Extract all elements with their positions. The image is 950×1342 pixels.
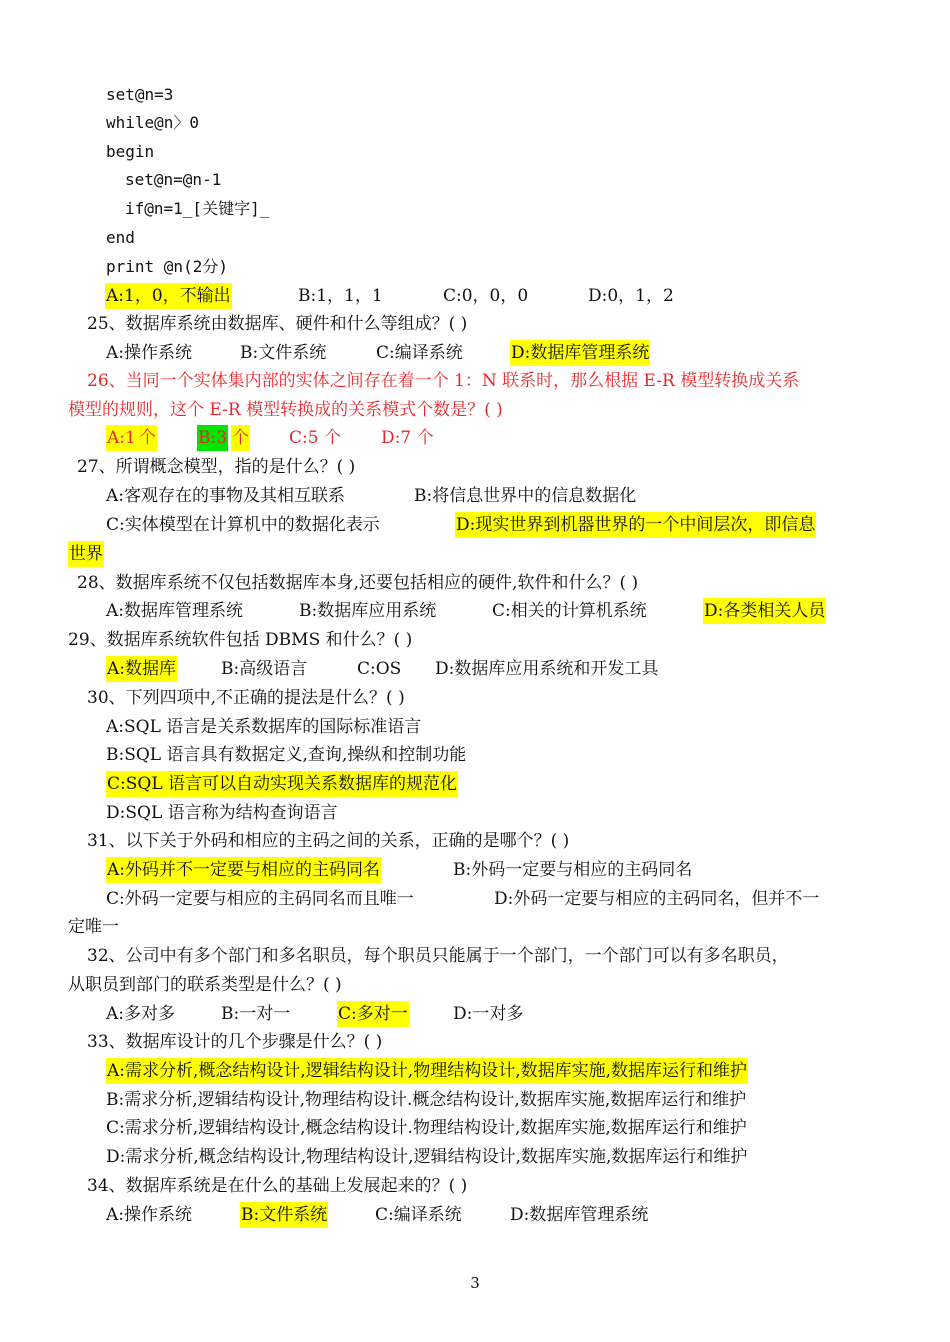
q24-option-a: A:1，0，不输出 bbox=[105, 283, 232, 309]
q33-option-a: A:需求分析,概念结构设计,逻辑结构设计,物理结构设计,数据库实施,数据库运行和维护 bbox=[106, 1058, 748, 1084]
q30-option-c: C:SQL 语言可以自动实现关系数据库的规范化 bbox=[106, 771, 458, 797]
q26-option-b-unit: 个 bbox=[231, 425, 250, 451]
q27-option-d: D:现实世界到机器世界的一个中间层次，即信息 bbox=[455, 512, 816, 538]
q26-option-c: C:5 个 bbox=[289, 428, 341, 448]
q31-option-a: A:外码并不一定要与相应的主码同名 bbox=[106, 857, 381, 883]
q28-option-b: B:数据库应用系统 bbox=[299, 601, 437, 621]
q30-option-b: B:SQL 语言具有数据定义,查询,操纵和控制功能 bbox=[106, 745, 467, 765]
q29-option-a: A:数据库 bbox=[106, 656, 177, 682]
code-line: end bbox=[106, 228, 135, 247]
q34-option-b: B:文件系统 bbox=[240, 1202, 328, 1228]
q29-question: 29、数据库系统软件包括 DBMS 和什么？( ) bbox=[68, 630, 413, 650]
q28-option-d: D:各类相关人员 bbox=[703, 598, 826, 624]
q26-option-d: D:7 个 bbox=[381, 428, 434, 448]
q26-option-a: A:1 bbox=[106, 425, 137, 451]
q28-option-c: C:相关的计算机系统 bbox=[492, 601, 647, 621]
code-line: while@n〉0 bbox=[106, 113, 200, 132]
q31-option-c: C:外码一定要与相应的主码同名而且唯一 bbox=[106, 889, 414, 909]
q24-option-b: B:1，1，1 bbox=[298, 286, 383, 306]
q25-option-c: C:编译系统 bbox=[376, 343, 463, 363]
code-line: if@n=1_[关键字]_ bbox=[125, 199, 270, 218]
q32-option-a: A:多对多 bbox=[106, 1004, 176, 1024]
q31-option-d: D:外码一定要与相应的主码同名，但并不一 bbox=[494, 889, 820, 909]
q29-option-d: D:数据库应用系统和开发工具 bbox=[435, 659, 659, 679]
q29-option-b: B:高级语言 bbox=[221, 659, 308, 679]
page-number: 3 bbox=[470, 1274, 480, 1292]
q28-question: 28、数据库系统不仅包括数据库本身,还要包括相应的硬件,软件和什么？( ) bbox=[77, 573, 639, 593]
code-line: set@n=@n-1 bbox=[125, 170, 222, 189]
q27-option-b: B:将信息世界中的信息数据化 bbox=[414, 486, 637, 506]
q25-option-b: B:文件系统 bbox=[240, 343, 327, 363]
q34-option-c: C:编译系统 bbox=[375, 1205, 462, 1225]
q30-question: 30、下列四项中,不正确的提法是什么？( ) bbox=[87, 688, 405, 708]
q25-option-a: A:操作系统 bbox=[106, 343, 193, 363]
q32-option-b: B:一对一 bbox=[221, 1004, 291, 1024]
q24-option-c: C:0，0，0 bbox=[443, 286, 529, 306]
q30-option-d: D:SQL 语言称为结构查询语言 bbox=[106, 803, 338, 823]
q31-question: 31、以下关于外码和相应的主码之间的关系，正确的是哪个？( ) bbox=[87, 831, 570, 851]
q34-option-a: A:操作系统 bbox=[106, 1205, 193, 1225]
q33-option-b: B:需求分析,逻辑结构设计,物理结构设计.概念结构设计,数据库实施,数据库运行和维护 bbox=[106, 1090, 747, 1110]
q30-option-a: A:SQL 语言是关系数据库的国际标准语言 bbox=[106, 717, 422, 737]
q28-option-a: A:数据库管理系统 bbox=[106, 601, 244, 621]
q27-option-a: A:客观存在的事物及其相互联系 bbox=[106, 486, 346, 506]
q25-option-d: D:数据库管理系统 bbox=[510, 340, 650, 366]
q33-option-c: C:需求分析,逻辑结构设计,概念结构设计.物理结构设计,数据库实施,数据库运行和维护 bbox=[106, 1118, 747, 1138]
q26-option-b: B:3 bbox=[197, 425, 228, 451]
q27-option-c: C:实体模型在计算机中的数据化表示 bbox=[106, 515, 380, 535]
q32-question-line2: 从职员到部门的联系类型是什么？( ) bbox=[68, 975, 342, 995]
q32-question-line1: 32、公司中有多个部门和多名职员，每个职员只能属于一个部门，一个部门可以有多名职员， bbox=[87, 946, 789, 966]
q26-option-a-unit: 个 bbox=[138, 425, 157, 451]
q24-option-d: D:0，1，2 bbox=[588, 286, 674, 306]
q27-option-d-wrap: 世界 bbox=[68, 541, 104, 567]
q34-option-d: D:数据库管理系统 bbox=[510, 1205, 649, 1225]
q34-question: 34、数据库系统是在什么的基础上发展起来的？( ) bbox=[87, 1176, 468, 1196]
q33-option-d: D:需求分析,概念结构设计,物理结构设计,逻辑结构设计,数据库实施,数据库运行和维护 bbox=[106, 1147, 748, 1167]
q26-question-line1: 26、当同一个实体集内部的实体之间存在着一个 1：N 联系时，那么根据 E-R 模型转换成关系 bbox=[87, 371, 800, 391]
q31-option-b: B:外码一定要与相应的主码同名 bbox=[453, 860, 693, 880]
q33-question: 33、数据库设计的几个步骤是什么？( ) bbox=[87, 1032, 383, 1052]
q29-option-c: C:OS bbox=[357, 659, 402, 679]
q27-question: 27、所谓概念模型，指的是什么？( ) bbox=[77, 457, 356, 477]
q26-question-line2: 模型的规则，这个 E-R 模型转换成的关系模式个数是？( ) bbox=[68, 400, 503, 420]
code-line: set@n=3 bbox=[106, 85, 174, 104]
q32-option-d: D:一对多 bbox=[453, 1004, 524, 1024]
q31-option-d-wrap: 定唯一 bbox=[68, 917, 119, 937]
q32-option-c: C:多对一 bbox=[337, 1001, 409, 1027]
code-line: print @n(2分) bbox=[106, 257, 228, 276]
code-line: begin bbox=[106, 142, 155, 161]
q25-question: 25、数据库系统由数据库、硬件和什么等组成？( ) bbox=[87, 314, 468, 334]
